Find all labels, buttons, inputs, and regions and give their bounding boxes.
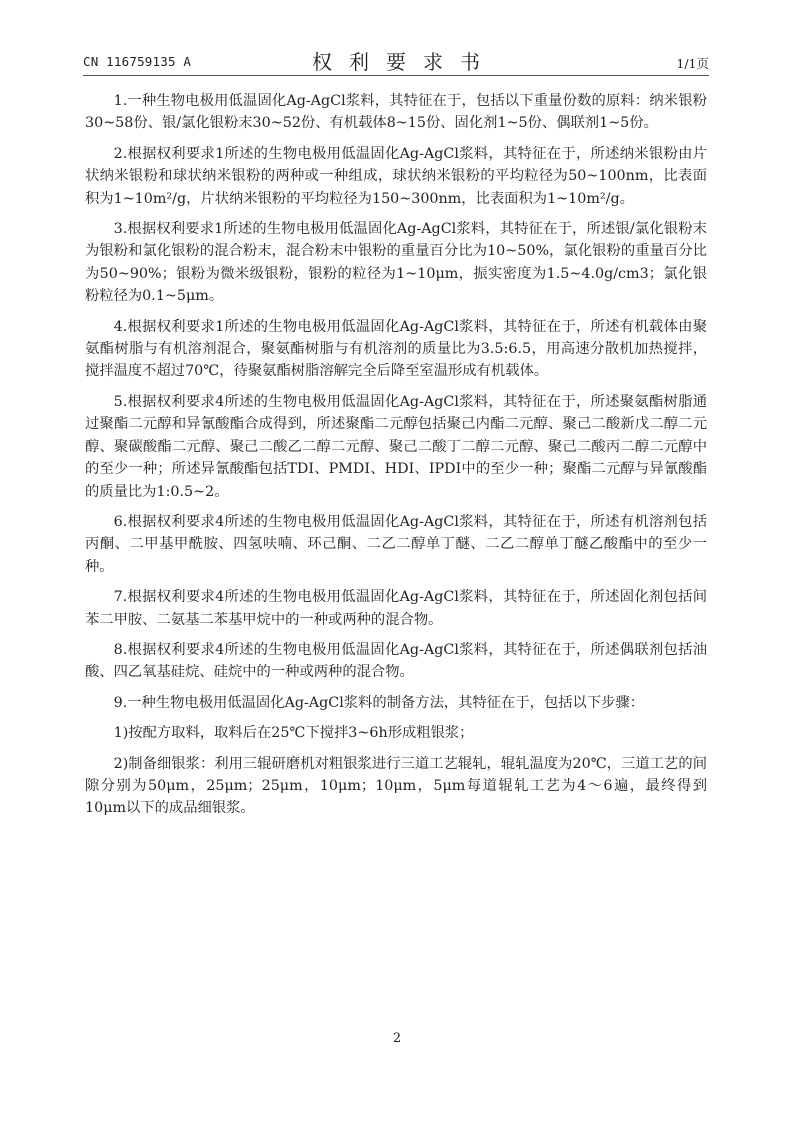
claim-2: 2.根据权利要求1所述的生物电极用低温固化Ag-AgCl浆料，其特征在于，所述纳米银粉由片状纳米银粉和球状纳米银粉的两种或一种组成，球状纳米银粉的平均粒径为50~100nm，比表面积为1~10m²/g，片状纳米银粉的平均粒径为150~300nm，比表面积为1~10m²/g。 [85,145,707,207]
page-header [83,44,709,74]
claim-7: 7.根据权利要求4所述的生物电极用低温固化Ag-AgCl浆料，其特征在于，所述固化剂包括间苯二甲胺、二氨基二苯基甲烷中的一种或两种的混合物。 [85,589,707,628]
document-title: 权利要求书 [312,50,497,74]
publication-number: CN 116759135 A [83,54,192,69]
claim-9: 9.一种生物电极用低温固化Ag-AgCl浆料的制备方法，其特征在于，包括以下步骤： [113,694,645,711]
claims-body [85,90,707,820]
claim-3: 3.根据权利要求1所述的生物电极用低温固化Ag-AgCl浆料，其特征在于，所述银/氯化银粉末为银粉和氯化银粉的混合粉末，混合粉末中银粉的重量百分比为10~50%，氯化银粉的重量百分比为50~90%；银粉为微米级银粉，银粉的粒径为1~10μm，振实密度为1.5~4.0g/cm3；氯化银粉粒径为0.1~5μm。 [85,221,707,305]
claim-5: 5.根据权利要求4所述的生物电极用低温固化Ag-AgCl浆料，其特征在于，所述聚氨酯树脂通过聚酯二元醇和异氰酸酯合成得到，所述聚酯二元醇包括聚己内酯二元醇、聚己二酸新戊二醇二元醇、聚碳酸酯二元醇、聚己二酸乙二醇二元醇、聚己二酸丁二醇二元醇、聚己二酸丙二醇二元醇中的至少一种；所述异氰酸酯包括TDI、PMDI、HDI、IPDI中的至少一种；聚酯二元醇与异氰酸酯的质量比为1:0.5~2。 [85,393,707,500]
claim-9-step-1: 1)按配方取料，取料后在25℃下搅拌3~6h形成粗银浆； [113,725,474,742]
claim-9-step-2: 2)制备细银浆：利用三辊研磨机对粗银浆进行三道工艺辊轧，辊轧温度为20℃，三道工艺的间隙分别为50μm，25μm；25μm，10μm；10μm，5μm每道辊轧工艺为4～6遍，最终得到10μm以下的成品细银浆。 [85,755,707,817]
claim-8: 8.根据权利要求4所述的生物电极用低温固化Ag-AgCl浆料，其特征在于，所述偶联剂包括油酸、四乙氧基硅烷、硅烷中的一种或两种的混合物。 [85,641,707,681]
claim-6: 6.根据权利要求4所述的生物电极用低温固化Ag-AgCl浆料，其特征在于，所述有机溶剂包括丙酮、二甲基甲酰胺、四氢呋喃、环己酮、二乙二醇单丁醚、二乙二醇单丁醚乙酸酯中的至少一种。 [85,513,707,575]
claim-1: 1.一种生物电极用低温固化Ag-AgCl浆料，其特征在于，包括以下重量份数的原料：纳米银粉30~58份、银/氯化银粉末30~52份、有机载体8~15份、固化剂1~5份、偶联剂1~5份。 [85,93,707,132]
header-divider [83,75,709,76]
page-reference: 1/1页 [676,56,709,71]
claim-4: 4.根据权利要求1所述的生物电极用低温固化Ag-AgCl浆料，其特征在于，所述有机载体由聚氨酯树脂与有机溶剂混合，聚氨酯树脂与有机溶剂的质量比为3.5:6.5，用高速分散机加热搅拌，搅拌温度不超过70℃，待聚氨酯树脂溶解完全后降至室温形成有机载体。 [85,318,707,380]
page-number: 2 [392,1031,402,1046]
